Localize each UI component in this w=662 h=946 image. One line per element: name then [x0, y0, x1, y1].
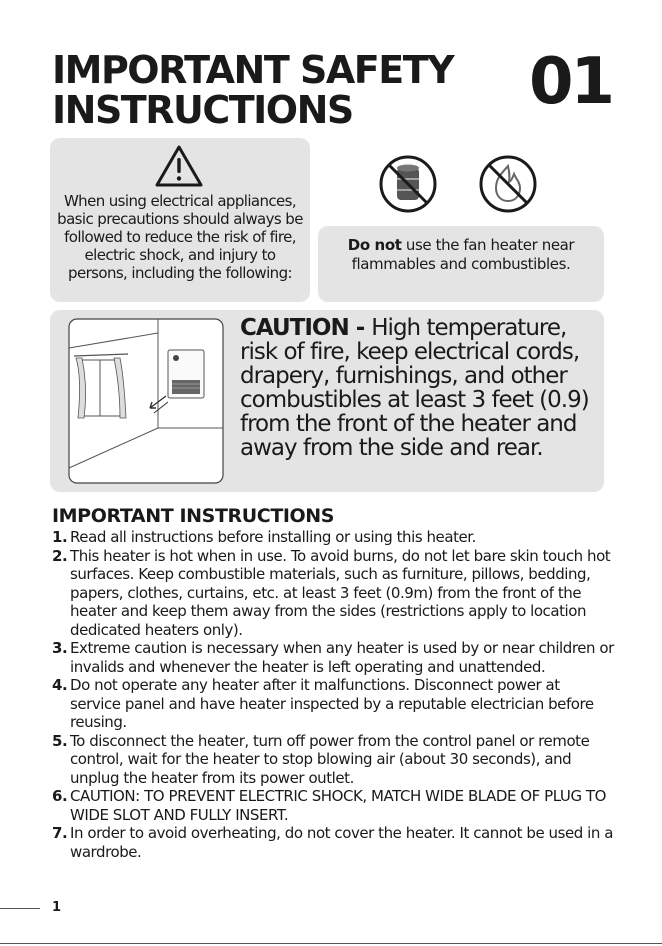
title-line-1: IMPORTANT SAFETY — [52, 48, 454, 92]
do-not-emphasis: Do not — [347, 236, 402, 254]
list-item — [52, 547, 614, 640]
list-item — [52, 787, 614, 824]
instructions-list — [52, 528, 614, 861]
item-number: 6. — [52, 787, 68, 805]
caution-label: CAUTION - — [240, 315, 372, 341]
list-item — [52, 528, 614, 547]
room-heater-illustration — [68, 318, 224, 484]
list-item — [52, 676, 614, 732]
caution-text — [240, 316, 600, 460]
item-text: In order to avoid overheating, do not cover the heater. It cannot be used in a wardrobe. — [70, 824, 613, 861]
item-number: 1. — [52, 528, 68, 546]
section-title: IMPORTANT INSTRUCTIONS — [52, 505, 335, 527]
intro-text: When using electrical appliances, basic precautions should always be followed to reduce the risk of fire, electric shock, and injury to persons, including the following: — [57, 192, 303, 282]
section-number: 01 — [528, 45, 612, 119]
list-item — [52, 639, 614, 676]
item-number: 7. — [52, 824, 68, 842]
item-text: To disconnect the heater, turn off power from the control panel or remote control, wait for the heater to stop blowing air (about 30 seconds), and unplug the heater from its power outlet. — [70, 731, 590, 787]
title-line-2: INSTRUCTIONS — [52, 88, 353, 132]
footer-rule — [0, 908, 40, 909]
list-item — [52, 824, 614, 861]
caution-body: High temperature, risk of fire, keep electrical cords, drapery, furnishings, and other combustibles at least 3 feet (0.9) from the front of the heater and away from the side and rear. — [240, 315, 589, 461]
no-fire-icon — [468, 144, 548, 214]
item-text: Extreme caution is necessary when any heater is used by or near children or invalids and whenever the heater is left operating and unattended. — [70, 639, 614, 676]
item-number: 2. — [52, 546, 68, 565]
item-number: 4. — [52, 676, 68, 694]
bottom-rule — [0, 943, 662, 944]
item-number: 3. — [52, 639, 68, 657]
no-flammable-barrel-icon — [378, 144, 438, 214]
footer-page-number: 1 — [52, 900, 62, 915]
flammables-body: use the fan heater near flammables and combustibles. — [351, 236, 575, 273]
item-text: CAUTION: TO PREVENT ELECTRIC SHOCK, MATCH WIDE BLADE OF PLUG TO WIDE SLOT AND FULLY INSERT. — [70, 787, 607, 824]
warning-triangle-icon — [154, 144, 204, 188]
flammables-text — [324, 236, 598, 274]
item-text: Read all instructions before installing or using this heater. — [70, 528, 476, 546]
page-title — [52, 50, 453, 130]
list-item — [52, 732, 614, 788]
item-text: Do not operate any heater after it malfunctions. Disconnect power at service panel and have heater inspected by a reputable electrician before reusing. — [70, 676, 594, 731]
item-text: This heater is hot when in use. To avoid burns, do not let bare skin touch hot surfaces. Keep combustible materials, such as furniture, pillows, bedding, papers, clothes, curtains, etc. at least 3 feet (0.9m) from the front of the heater and keep them away from the sides (restrictions apply to location dedicated heaters only). — [70, 546, 611, 639]
item-number: 5. — [52, 731, 68, 750]
